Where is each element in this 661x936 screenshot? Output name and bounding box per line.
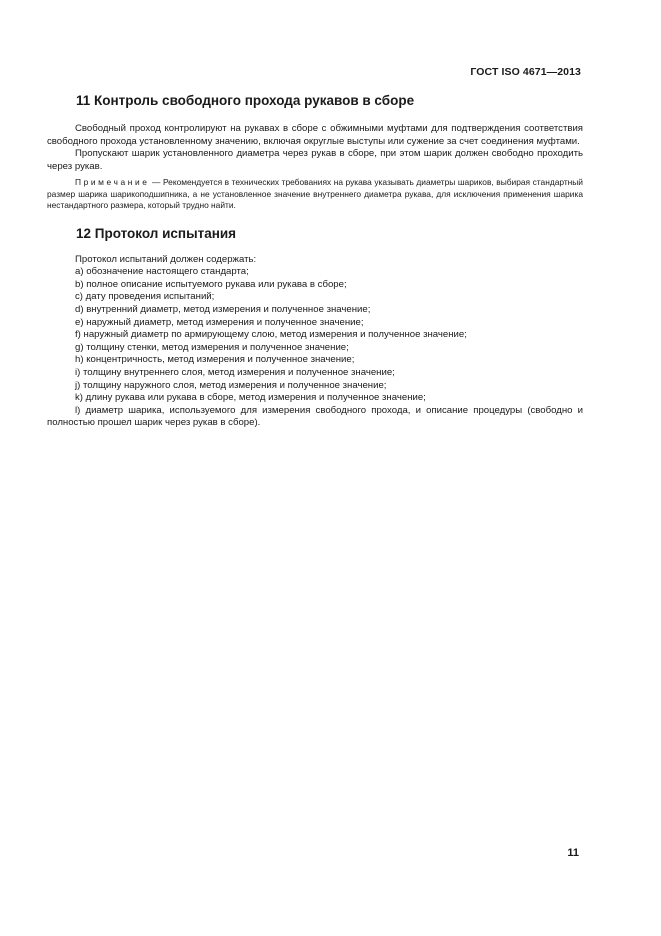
page-number: 11 <box>567 847 579 859</box>
section-11-title: 11 Контроль свободного прохода рукавов в сборе <box>76 93 415 108</box>
page-content <box>47 92 583 430</box>
list-item: f) наружный диаметр по армирующему слою, метод измерения и полученное значение; <box>75 329 467 341</box>
section-12-intro: Протокол испытаний должен содержать: <box>75 253 257 265</box>
note-text: — Рекомендуется в технических требованиях на рукава указывать диаметры шариков, выбирая стандартный размер шарика шарикоподшипника, а не установленное значение внутреннего диаметра рукава, для исключения применения шарика нестандартного размера, который трудно найти. <box>47 177 583 211</box>
standard-designation: ГОСТ ISO 4671—2013 <box>470 66 581 78</box>
list-item: j) толщину наружного слоя, метод измерения и полученное значение; <box>75 379 387 391</box>
list-item: i) толщину внутреннего слоя, метод измерения и полученное значение; <box>75 366 395 378</box>
list-item: d) внутренний диаметр, метод измерения и полученное значение; <box>75 303 371 315</box>
list-item: c) дату проведения испытаний; <box>75 291 215 303</box>
section-11-paragraph-1: Свободный проход контролируют на рукавах в сборе с обжимными муфтами для подтверждения соответствия свободного прохода установленному значению, включая округлые выступы или сужение за счет соединения муфтами. <box>47 123 583 147</box>
section-12-title: 12 Протокол испытания <box>76 225 237 241</box>
list-item: h) концентричность, метод измерения и полученное значение; <box>75 354 355 366</box>
list-item: a) обозначение настоящего стандарта; <box>75 266 249 278</box>
list-item: l) диаметр шарика, используемого для измерения свободного прохода, и описание процедуры (свободно и полностью прошел шарик через рукав в сборе). <box>47 404 583 429</box>
note-label: Примечание <box>75 177 150 188</box>
list-item: k) длину рукава или рукава в сборе, метод измерения и полученное значение; <box>75 392 426 404</box>
list-item: g) толщину стенки, метод измерения и полученное значение; <box>75 341 349 353</box>
list-item: b) полное описание испытуемого рукава или рукава в сборе; <box>75 278 347 290</box>
section-11-note <box>47 177 583 211</box>
list-item: e) наружный диаметр, метод измерения и полученное значение; <box>75 316 364 328</box>
section-11-paragraph-2: Пропускают шарик установленного диаметра через рукав в сборе, при этом шарик должен свободно проходить через рукав. <box>47 148 583 172</box>
